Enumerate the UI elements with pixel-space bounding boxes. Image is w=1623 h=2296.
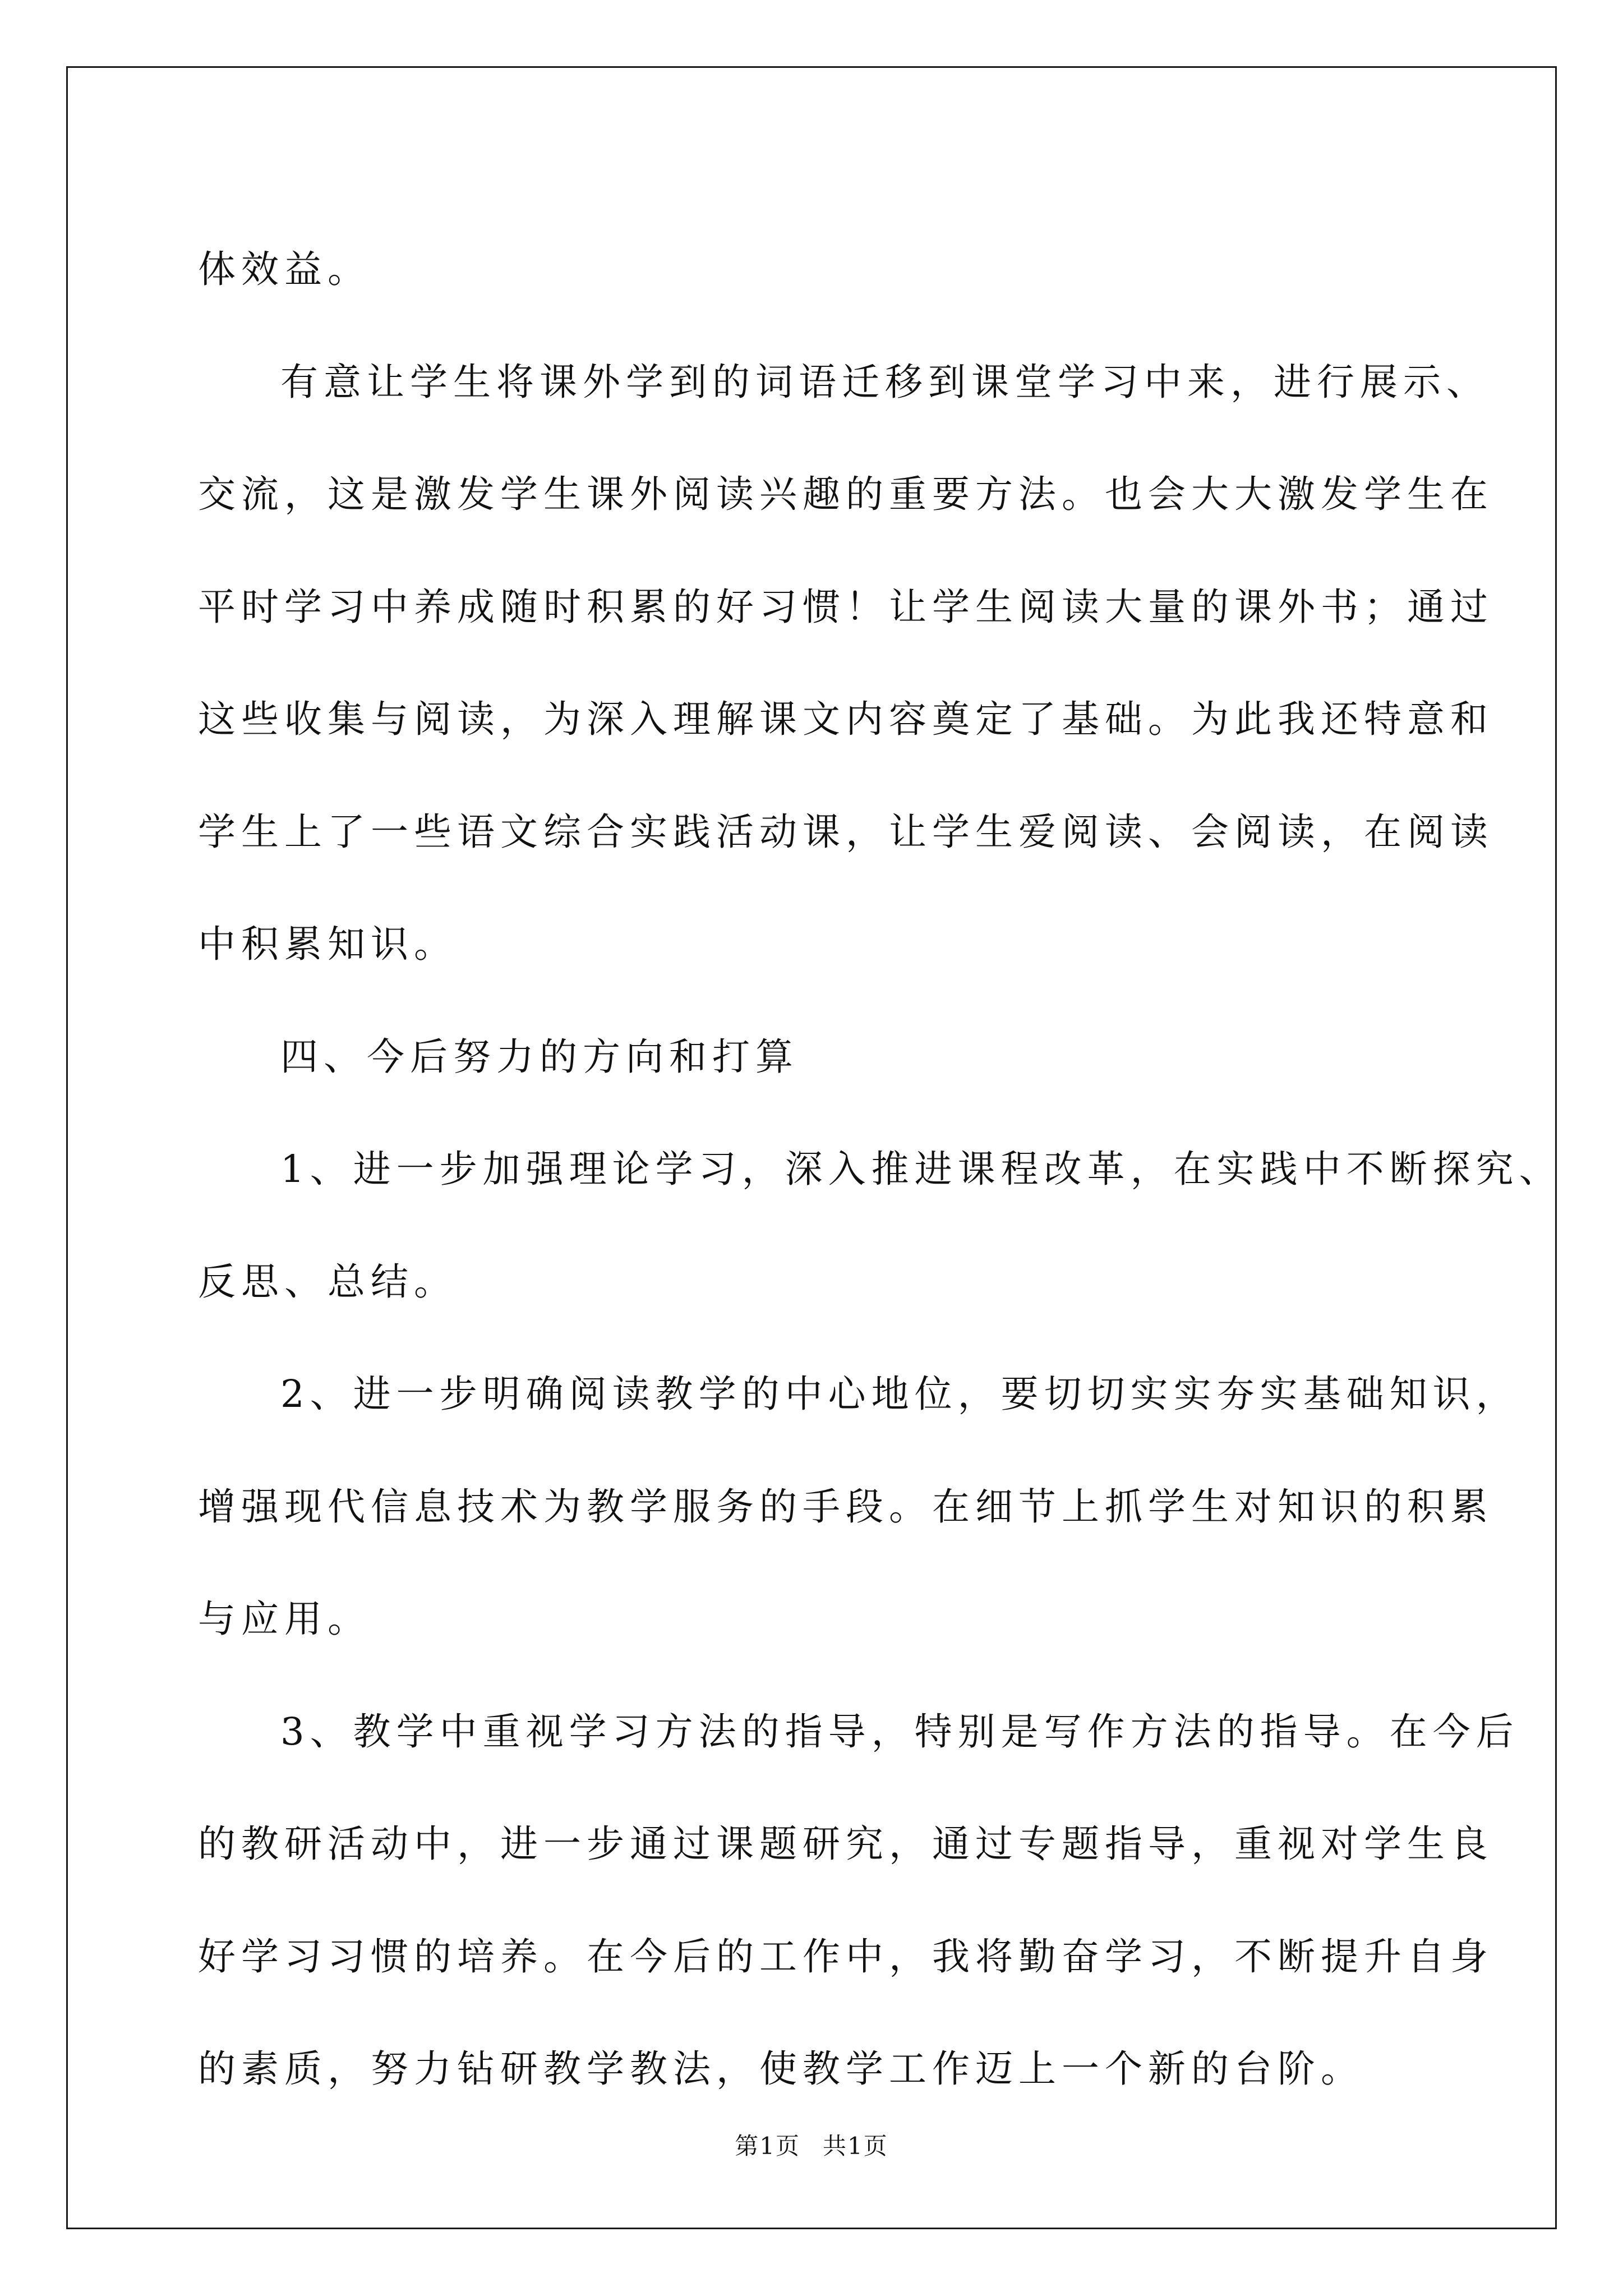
text-line-6: 学生上了一些语文综合实践活动课，让学生爱阅读、会阅读，在阅读: [198, 809, 1493, 854]
section-heading: 四、今后努力的方向和打算: [280, 1034, 799, 1079]
text-line-7: 中积累知识。: [198, 922, 457, 966]
text-line-12: 增强现代信息技术为教学服务的手段。在细节上抓学生对知识的积累: [198, 1484, 1493, 1529]
page-number-current: 第1页: [735, 2132, 800, 2160]
text-line-9: 1、进一步加强理论学习，深入推进课程改革，在实践中不断探究、: [280, 1147, 1562, 1191]
text-line-10: 反思、总结。: [198, 1259, 457, 1304]
text-line-2: 有意让学生将课外学到的词语迁移到课堂学习中来，进行展示、: [280, 360, 1490, 404]
page-number-total: 共1页: [823, 2132, 888, 2160]
text-line-13: 与应用。: [198, 1597, 371, 1641]
text-line-3: 交流，这是激发学生课外阅读兴趣的重要方法。也会大大激发学生在: [198, 472, 1493, 516]
text-line-5: 这些收集与阅读，为深入理解课文内容奠定了基础。为此我还特意和: [198, 697, 1493, 741]
text-line-11: 2、进一步明确阅读教学的中心地位，要切切实实夯实基础知识，: [280, 1372, 1519, 1416]
text-line-14: 3、教学中重视学习方法的指导，特别是写作方法的指导。在今后: [280, 1709, 1519, 1754]
text-line-17: 的素质，努力钻研教学教法，使教学工作迈上一个新的台阶。: [198, 2047, 1364, 2091]
page-footer: [0, 2128, 1623, 2161]
text-line-16: 好学习习惯的培养。在今后的工作中，我将勤奋学习，不断提升自身: [198, 1934, 1493, 1978]
text-line-15: 的教研活动中，进一步通过课题研究，通过专题指导，重视对学生良: [198, 1822, 1493, 1866]
text-line-1: 体效益。: [198, 247, 371, 291]
text-line-4: 平时学习中养成随时积累的好习惯！让学生阅读大量的课外书；通过: [198, 585, 1493, 629]
document-body: [198, 213, 1562, 2125]
